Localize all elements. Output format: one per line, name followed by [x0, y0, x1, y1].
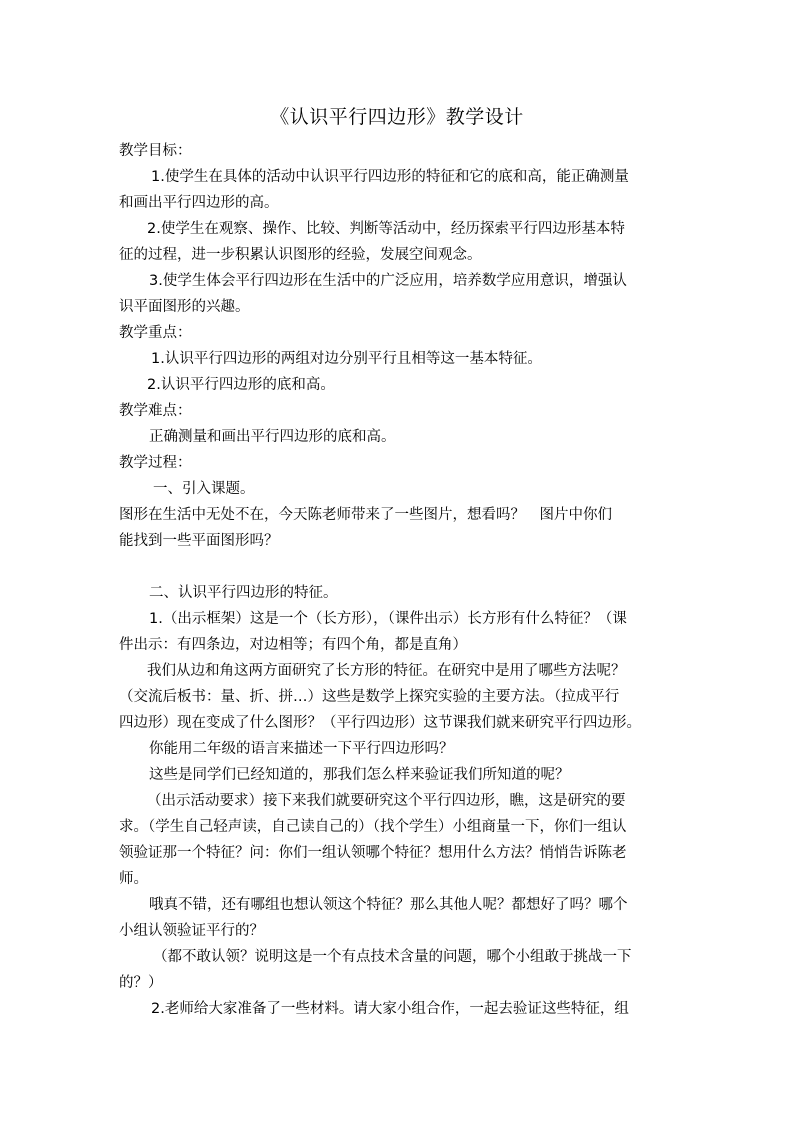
- paragraph-line: 我们从边和角这两方面研究了长方形的特征。在研究中是用了哪些方法呢？: [147, 663, 626, 679]
- section-heading-process: 教学过程：: [119, 455, 192, 471]
- paragraph-line: 这些是同学们已经知道的，那我们怎么样来验证我们所知道的呢？: [149, 767, 570, 783]
- paragraph-line: 2.使学生在观察、操作、比较、判断等活动中，经历探索平行四边形基本特: [147, 221, 625, 237]
- section-heading-key-points: 教学重点：: [119, 325, 192, 341]
- paragraph-line: 图形在生活中无处不在，今天陈老师带来了一些图片，想看吗？ 图片中你们: [119, 507, 612, 523]
- document-title: 《认识平行四边形》教学设计: [270, 106, 524, 128]
- paragraph-line: 哦真不错，还有哪组也想认领这个特征？那么其他人呢？都想好了吗？哪个: [149, 897, 628, 913]
- paragraph-line: 征的过程，进一步积累认识图形的经验，发展空间观念。: [119, 247, 482, 263]
- paragraph-line: 领验证那一个特征？问：你们一组认领哪个特征？想用什么方法？悄悄告诉陈老: [119, 845, 627, 861]
- paragraph-line: 识平面图形的兴趣。: [119, 299, 250, 315]
- paragraph-line: 师。: [119, 871, 148, 887]
- paragraph-line: 1.认识平行四边形的两组对边分别平行且相等这一基本特征。: [151, 351, 542, 367]
- paragraph-line: 小组认领验证平行的？: [119, 923, 264, 939]
- paragraph-line: 正确测量和画出平行四边形的底和高。: [149, 429, 396, 445]
- paragraph-line: 二、认识平行四边形的特征。: [149, 585, 338, 601]
- paragraph-line: 2.老师给大家准备了一些材料。请大家小组合作，一起去验证这些特征，组: [151, 1001, 629, 1017]
- paragraph-line: 的？）: [119, 975, 163, 991]
- paragraph-line: 2.认识平行四边形的底和高。: [147, 377, 335, 393]
- section-heading-objectives: 教学目标：: [119, 143, 192, 159]
- paragraph-line: 和画出平行四边形的高。: [119, 195, 279, 211]
- paragraph-line: 3.使学生体会平行四边形在生活中的广泛应用，培养数学应用意识，增强认: [149, 273, 627, 289]
- paragraph-line: 件出示：有四条边，对边相等；有四个角，都是直角）: [119, 637, 467, 653]
- paragraph-line: 四边形）现在变成了什么图形？（平行四边形）这节课我们就来研究平行四边形。: [119, 715, 641, 731]
- paragraph-line: 能找到一些平面图形吗？: [119, 533, 279, 549]
- paragraph-line: （出示活动要求）接下来我们就要研究这个平行四边形，瞧，这是研究的要: [147, 793, 626, 809]
- paragraph-line: 求。（学生自己轻声读，自己读自己的）（找个学生）小组商量一下，你们一组认: [119, 819, 627, 835]
- paragraph-line: （都不敢认领？说明这是一个有点技术含量的问题，哪个小组敢于挑战一下: [153, 949, 632, 965]
- paragraph-line: （交流后板书：量、折、拼…）这些是数学上探究实验的主要方法。（拉成平行: [119, 689, 620, 705]
- paragraph-line: 你能用二年级的语言来描述一下平行四边形吗？: [149, 741, 454, 757]
- paragraph-line: 1.（出示框架）这是一个（长方形），（课件出示）长方形有什么特征？（课: [149, 611, 627, 627]
- paragraph-line: 1.使学生在具体的活动中认识平行四边形的特征和它的底和高，能正确测量: [151, 169, 629, 185]
- section-heading-difficulties: 教学难点：: [119, 403, 192, 419]
- paragraph-line: 一、引入课题。: [153, 481, 255, 497]
